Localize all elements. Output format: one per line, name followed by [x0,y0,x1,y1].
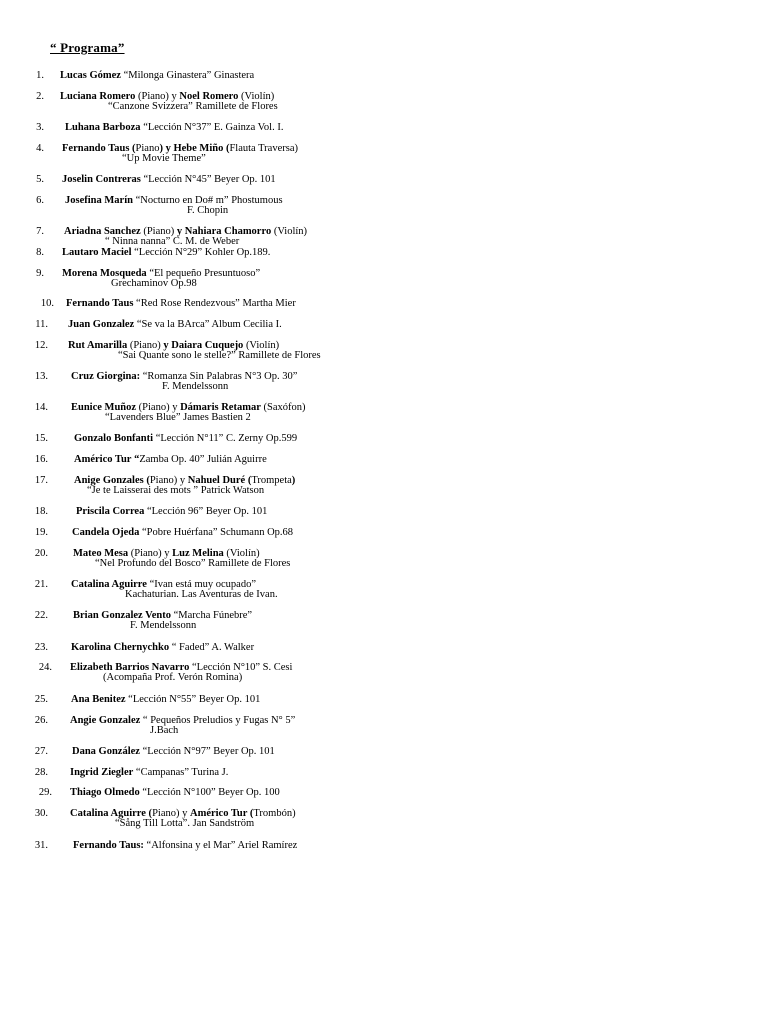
item-number: 26. [34,715,48,726]
program-title: “ Programa” [50,40,125,55]
item-number: 6. [36,195,44,206]
piece-info: “Lección N°55” Beyer Op. 101 [125,694,261,705]
performer-name: Noel Romero [179,91,239,102]
performer-name: Fernando Taus [66,298,134,309]
performer-name: Priscila Correa [76,506,145,517]
performer-name: Joselin Contreras [62,174,141,185]
item-number: 29. [38,787,52,798]
performer-name: Américo Tur [74,454,132,465]
performer-name: Catalina Aguirre ( [70,808,153,819]
piece-info: Trombón) [253,808,296,819]
piece-info: (Violín) [271,226,308,237]
piece-info: “Lección N°10” S. Cesi [189,662,293,673]
item-line [73,840,297,851]
performer-name: Juan Gonzalez [68,319,135,330]
item-number: 22. [34,610,48,621]
performer-name: Angie Gonzalez [70,715,141,726]
performer-name: Catalina Aguirre [71,579,147,590]
piece-info: (Piano) y [135,91,180,102]
item-line [60,70,254,81]
piece-info: “Lección N°97” Beyer Op. 101 [139,746,275,757]
piece-info: “El pequeño Presuntuoso” [146,268,261,279]
piece-info: Zamba Op. 40” Julián Aguirre [139,454,267,465]
performer-name: Lucas Gómez [60,70,121,81]
item-second-line: “Je te Laisserai des mots ” Patrick Watson [87,485,265,496]
item-line [65,195,283,206]
item-number: 23. [34,642,48,653]
piece-info: “Ivan está muy ocupado” [146,579,256,590]
item-number: 3. [36,122,44,133]
performer-name: Nahuel Duré ( [187,475,252,486]
piece-info: Trompeta [251,475,292,486]
item-number: 28. [34,767,48,778]
item-number: 5. [36,174,44,185]
item-line [71,642,254,653]
piece-info: Piano [135,143,160,154]
piece-info: “Pobre Huérfana” Schumann Op.68 [139,527,294,538]
item-number: 9. [36,268,44,279]
item-line [76,506,267,517]
item-number: 8. [36,247,44,258]
piece-info: (Piano) y [128,548,173,559]
item-number: 20. [34,548,48,559]
item-second-line: F. Mendelssonn [162,381,229,392]
piece-info: “Milonga Ginastera” Ginastera [120,70,255,81]
item-second-line: Kachaturian. Las Aventuras de Ivan. [125,589,278,600]
item-second-line: (Acompaña Prof. Verón Romina) [103,672,243,683]
performer-name: Elizabeth Barrios Navarro [70,662,190,673]
performer-name: Cruz Giorgina: [71,371,141,382]
performer-name: Rut Amarilla [68,340,128,351]
piece-info: “Lección N°11” C. Zerny Op.599 [153,433,298,444]
performer-name: Lautaro Maciel [62,247,132,258]
item-number: 1. [36,70,44,81]
performer-name: Ana Benitez [71,694,126,705]
piece-info: “Se va la BArca” Album Cecilia I. [134,319,282,330]
performer-name: Gonzalo Bonfanti [74,433,154,444]
item-second-line: “ Ninna nanna” C. M. de Weber [105,236,240,247]
item-number: 30. [34,808,48,819]
performer-name: Dámaris Retamar [180,402,261,413]
piece-info: “ Pequeños Preludios y Fugas N° 5” [140,715,296,726]
performer-name: “ [134,454,140,465]
item-line [65,122,283,133]
item-second-line: “Canzone Svizzera” Ramillete de Flores [108,101,278,112]
item-number: 24. [38,662,52,673]
piece-info: (Violín) [243,340,280,351]
performer-name: Josefina Marín [65,195,133,206]
performer-name: Mateo Mesa [73,548,129,559]
item-number: 16. [34,454,48,465]
item-line [68,319,282,330]
item-number: 12. [34,340,48,351]
piece-info: “Marcha Fúnebre” [171,610,253,621]
item-line [66,298,296,309]
item-line [70,715,295,726]
item-second-line: J.Bach [150,725,179,736]
item-number: 25. [34,694,48,705]
item-number: 10. [40,298,54,309]
performer-name: Brian Gonzalez Vento [73,610,172,621]
piece-info: “Campanas” Turina J. [133,767,229,778]
performer-name: Thiago Olmedo [70,787,140,798]
item-second-line: Grechaminov Op.98 [111,278,197,289]
item-second-line: F. Chopin [187,205,229,216]
item-second-line: F. Mendelssonn [130,620,197,631]
piece-info: “Lección N°37” E. Gainza Vol. I. [140,122,284,133]
performer-name: y Daiara Cuquejo [163,340,244,351]
piece-info: (Piano) [127,340,164,351]
item-number: 11. [35,319,48,330]
piece-info: “Lección N°100” Beyer Op. 100 [139,787,280,798]
item-number: 18. [34,506,48,517]
piece-info: “Lección 96” Beyer Op. 101 [144,506,268,517]
item-second-line: “Nel Profundo del Bosco” Ramillete de Flores [95,558,291,569]
piece-info: “Lección N°29” Kohler Op.189. [131,247,271,258]
performer-name: Fernando Taus: [73,840,144,851]
item-second-line: “Lavenders Blue” James Bastien 2 [105,412,251,423]
piece-info: (Piano) [140,226,177,237]
item-second-line: “Sai Quante sono le stelle?” Ramillete de Flores [118,350,321,361]
piece-info: “Nocturno en Do# m” Phostumous [132,195,283,206]
performer-name: Candela Ojeda [72,527,140,538]
item-number: 17. [34,475,48,486]
piece-info: (Violín) [223,548,260,559]
performer-name: Dana González [72,746,140,757]
item-number: 21. [34,579,48,590]
piece-info: Piano) y [152,808,190,819]
piece-info: Flauta Traversa) [229,143,298,154]
performer-name: Ingrid Ziegler [70,767,134,778]
item-number: 7. [36,226,44,237]
item-second-line: “Sång Till Lotta”. Jan Sandström [115,818,255,829]
item-number: 14. [34,402,48,413]
item-line [72,746,275,757]
item-line [72,527,293,538]
piece-info: “Red Rose Rendezvous” Martha Mier [133,298,296,309]
performer-name: ) y Hebe Miño ( [159,143,230,154]
item-second-line: “Up Movie Theme” [122,153,206,164]
performer-name: y Nahiara Chamorro [176,226,272,237]
item-line [70,767,228,778]
piece-info: Piano) y [149,475,188,486]
item-line [70,787,280,798]
piece-info: “Alfonsina y el Mar” Ariel Ramírez [143,840,298,851]
performer-name: ) [291,475,296,486]
item-line [71,694,260,705]
performer-name: Luciana Romero [60,91,136,102]
piece-info: (Saxófon) [260,402,306,413]
piece-info: “ Faded” A. Walker [169,642,255,653]
item-line [62,174,276,185]
item-line [62,247,270,258]
item-number: 13. [34,371,48,382]
piece-info: “Lección N°45” Beyer Op. 101 [140,174,276,185]
performer-name: Morena Mosqueda [62,268,147,279]
item-number: 15. [34,433,48,444]
item-number: 31. [34,840,48,851]
performer-name: Luhana Barboza [65,122,141,133]
item-number: 27. [34,746,48,757]
item-line [74,454,267,465]
performer-name: Luz Melina [172,548,224,559]
item-line [74,433,297,444]
piece-info: (Violín) [238,91,275,102]
performer-name: Anige Gonzales ( [74,475,150,486]
item-number: 4. [36,143,44,154]
piece-info: (Piano) y [136,402,181,413]
piece-info: “Romanza Sin Palabras N°3 Op. 30” [140,371,298,382]
performer-name: Américo Tur ( [189,808,254,819]
performer-name: Ariadna Sanchez [64,226,141,237]
item-number: 19. [34,527,48,538]
performer-name: Fernando Taus ( [62,143,136,154]
performer-name: Eunice Muñoz [71,402,137,413]
performer-name: Karolina Chernychko [71,642,170,653]
item-number: 2. [36,91,44,102]
